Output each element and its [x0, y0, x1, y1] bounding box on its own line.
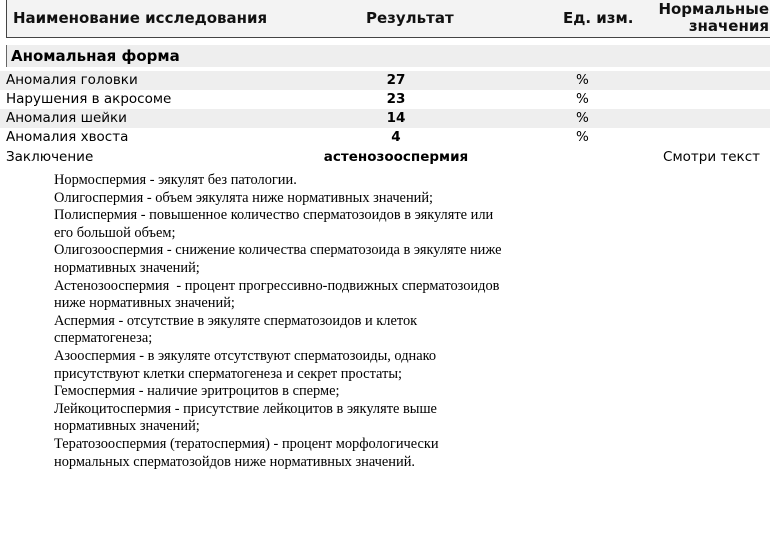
row-result: 4 [391, 129, 401, 145]
section-title: Аномальная форма [11, 47, 180, 65]
conclusion-label: Заключение [6, 149, 94, 165]
table-row [0, 90, 770, 109]
note-line: Нормоспермия - эякулят без патологии. [54, 172, 297, 188]
note-line: Олигоспермия - объем эякулята ниже нормативных значений; [54, 189, 434, 206]
section-header [6, 45, 770, 67]
note-line: нормативных значений; [54, 418, 200, 435]
table-row [0, 128, 770, 147]
conclusion-norm: Смотри текст [663, 149, 760, 165]
row-name: Аномалия головки [6, 72, 138, 88]
table-row [0, 109, 770, 128]
note-line: Астенозооспермия - процент прогрессивно-подвижных сперматозоидов [54, 277, 500, 294]
conclusion-result: астенозооспермия [323, 149, 469, 165]
note-line: нормативных значений; [54, 259, 200, 276]
note-line: Аспермия - отсутствие в эякуляте сперматозоидов и клеток [54, 312, 418, 329]
row-unit: % [576, 110, 589, 126]
conclusion-row [0, 148, 770, 167]
note-line: Гемоспермия - наличие эритроцитов в сперме; [54, 383, 340, 400]
row-name: Нарушения в акросоме [6, 91, 172, 107]
note-line: ниже нормативных значений; [54, 295, 235, 312]
row-result: 23 [386, 91, 406, 107]
row-result: 14 [386, 110, 406, 126]
row-name: Аномалия шейки [6, 110, 127, 126]
note-line: Олигозооспермия - снижение количества сперматозоида в эякуляте ниже [54, 242, 502, 259]
header-name: Наименование исследования [13, 9, 268, 27]
table-row [0, 71, 770, 90]
note-line: Полиспермия - повышенное количество сперматозоидов в эякуляте или [54, 207, 494, 224]
row-result: 27 [386, 72, 406, 88]
note-line: Тератозооспермия (тератоспермия) - процент морфологически [54, 435, 439, 452]
note-line: нормальных сперматозойдов ниже нормативных значений. [54, 453, 415, 470]
row-unit: % [576, 91, 589, 107]
note-line: Лейкоцитоспермия - присутствие лейкоцитов в эякуляте выше [54, 400, 437, 417]
header-result: Результат [366, 9, 454, 27]
row-unit: % [576, 72, 589, 88]
note-line: Азооспермия - в эякуляте отсутствуют сперматозоиды, однако [54, 347, 437, 364]
note-line: присутствуют клетки сперматогенеза и секрет простаты; [54, 365, 403, 382]
header-norm: Нормальные значения [658, 0, 769, 35]
note-line: сперматогенеза; [54, 330, 153, 347]
reference-notes [54, 172, 554, 471]
header-unit: Ед. изм. [563, 9, 634, 27]
row-name: Аномалия хвоста [6, 129, 129, 145]
note-line: его большой объем; [54, 224, 176, 241]
table-header [6, 0, 770, 38]
row-unit: % [576, 129, 589, 145]
